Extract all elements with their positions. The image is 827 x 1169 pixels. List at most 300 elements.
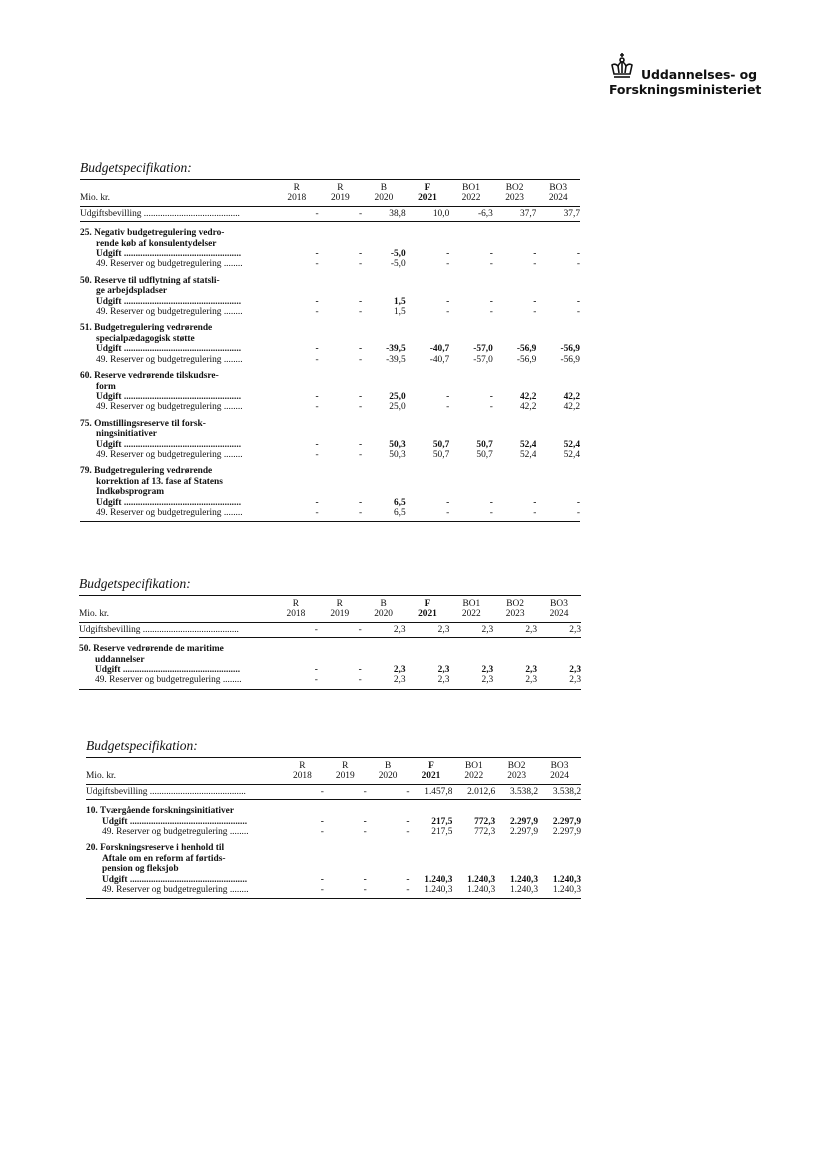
udgift-value: 2,3 (569, 665, 581, 676)
udgift-value: -39,5 (386, 344, 406, 355)
udgift-value: 50,7 (476, 439, 493, 450)
column-header (324, 758, 367, 785)
reserve-row (86, 827, 581, 837)
reserve-value: 50,7 (476, 449, 493, 460)
udgift-value: 25,0 (389, 391, 406, 402)
post-title: 50. Reserve vedrørende de maritime (79, 644, 224, 655)
reserve-value: - (489, 307, 493, 318)
post-title: 50. Reserve til udflytning af statsli- (80, 275, 220, 286)
udgift-label: Udgift .................................................. (95, 665, 241, 676)
udgift-value: - (320, 874, 324, 885)
reserve-value: - (359, 259, 363, 270)
table-header-row (80, 180, 580, 207)
ministry-name-line1: Uddannelses- og (641, 67, 757, 82)
reserve-value: 2,3 (537, 675, 581, 689)
column-header-type: R (337, 183, 344, 193)
udgift-row (80, 392, 580, 402)
udgift-value: 2,3 (525, 665, 538, 676)
reserve-value: 52,4 (563, 449, 580, 460)
total-value: 2,3 (362, 622, 406, 637)
udgift-value: - (576, 249, 580, 260)
total-value: - (319, 206, 363, 221)
post-title: Indkøbsprogram (96, 487, 165, 498)
reserve-value: 2.297,9 (509, 827, 539, 838)
column-header-year: 2023 (505, 609, 525, 620)
total-value: 3.538,2 (538, 784, 581, 799)
reserve-value: -40,7 (429, 354, 450, 365)
reserve-value: - (489, 259, 493, 270)
reserve-label: 49. Reserver og budgetregulering ........ (79, 675, 274, 689)
total-value: 2,3 (449, 622, 493, 637)
column-header-type: BO2 (507, 761, 526, 771)
total-value: 2,3 (493, 622, 537, 637)
reserve-value: 42,2 (519, 402, 537, 413)
total-value: 2,3 (406, 622, 450, 637)
post-title-row (86, 864, 581, 874)
udgift-value: - (320, 816, 324, 827)
udgift-value: 1.240,3 (552, 874, 581, 885)
total-row (86, 784, 581, 799)
udgift-value: - (533, 296, 537, 307)
total-label: Udgiftsbevilling ......................................... (80, 206, 275, 221)
column-header (281, 758, 324, 785)
reserve-row (79, 675, 581, 689)
total-row (80, 206, 580, 221)
column-header (537, 596, 581, 623)
column-header-year: 2019 (335, 771, 355, 782)
table-caption: Budgetspecifikation: (86, 738, 198, 753)
udgift-value: 1.240,3 (509, 874, 539, 885)
unit-label: Mio. kr. (80, 180, 275, 207)
total-row (79, 622, 581, 637)
udgift-value: - (576, 497, 580, 508)
reserve-value: - (576, 307, 580, 318)
udgift-label: Udgift .................................................. (102, 816, 248, 827)
udgift-value: 772,3 (474, 816, 496, 827)
reserve-value: - (359, 354, 363, 365)
reserve-value: - (489, 402, 493, 413)
udgift-value: 6,5 (393, 497, 406, 508)
udgift-value: - (576, 296, 580, 307)
column-header (274, 596, 318, 623)
total-value: 2.012,6 (452, 784, 495, 799)
total-value: - (318, 622, 362, 637)
udgift-row (86, 817, 581, 827)
reserve-value: 2,3 (406, 675, 450, 689)
column-header-year: 2018 (286, 609, 306, 620)
reserve-value: - (320, 827, 324, 838)
post-title-row (80, 276, 580, 286)
reserve-row (80, 355, 580, 365)
column-header (493, 596, 537, 623)
reserve-value: - (319, 508, 363, 522)
reserve-value: 25,0 (389, 402, 406, 413)
reserve-value: 2,3 (449, 675, 493, 689)
udgift-label: Udgift .................................................. (96, 249, 242, 260)
udgift-value: - (359, 391, 363, 402)
post-title-row (86, 843, 581, 853)
total-value: - (324, 784, 367, 799)
reserve-value: - (274, 675, 318, 689)
column-header-type: BO1 (464, 761, 483, 771)
reserve-value: - (324, 885, 367, 899)
budget-table-block (80, 160, 580, 522)
total-value: - (275, 206, 319, 221)
column-header-type: F (428, 761, 434, 771)
post-title-row (80, 334, 580, 344)
udgift-value: 2,3 (393, 665, 406, 676)
post-title: form (96, 381, 116, 392)
udgift-value: - (315, 497, 319, 508)
udgift-row (80, 344, 580, 354)
total-label: Udgiftsbevilling ......................................... (79, 622, 274, 637)
total-value: - (274, 622, 318, 637)
column-header (449, 596, 493, 623)
table-caption: Budgetspecifikation: (80, 160, 192, 175)
post-title-row (80, 286, 580, 296)
table-header-row (86, 758, 581, 785)
udgift-value: 50,3 (389, 439, 406, 450)
reserve-value: 42,2 (563, 402, 580, 413)
reserve-row (80, 450, 580, 460)
column-header-type: R (342, 761, 349, 771)
udgift-value: - (315, 391, 319, 402)
column-header-year: 2021 (421, 771, 441, 782)
reserve-value: - (315, 449, 319, 460)
reserve-value: -57,0 (473, 354, 493, 365)
total-value: -6,3 (449, 206, 493, 221)
budget-table-block (79, 576, 581, 690)
reserve-value: - (315, 354, 319, 365)
budget-table (79, 595, 581, 690)
reserve-value: - (359, 307, 363, 318)
reserve-value: - (318, 675, 362, 689)
reserve-value: - (406, 508, 450, 522)
reserve-value: - (446, 307, 450, 318)
reserve-value: 772,3 (474, 827, 496, 838)
reserve-value: 1.240,3 (452, 885, 495, 899)
post-title: ningsinitiativer (96, 429, 157, 440)
column-header (275, 180, 319, 207)
udgift-value: - (315, 439, 319, 450)
reserve-value: 1,5 (393, 307, 406, 318)
column-header-type: B (384, 761, 392, 771)
reserve-value: 217,5 (431, 827, 453, 838)
udgift-value: - (359, 296, 363, 307)
reserve-row (80, 259, 580, 269)
udgift-row (80, 440, 580, 450)
column-header (362, 180, 406, 207)
udgift-value: - (446, 296, 450, 307)
reserve-value: - (449, 508, 493, 522)
column-header (319, 180, 363, 207)
reserve-value: - (281, 885, 324, 899)
reserve-value: 1.240,3 (410, 885, 453, 899)
post-title-row (80, 239, 580, 249)
reserve-value: - (315, 259, 319, 270)
post-title-row (80, 228, 580, 238)
reserve-label: 49. Reserver og budgetregulering ........ (96, 402, 243, 413)
udgift-value: 2.297,9 (552, 816, 581, 827)
column-header-year: 2022 (461, 193, 481, 204)
reserve-value: - (359, 449, 363, 460)
udgift-value: 1.240,3 (467, 874, 496, 885)
reserve-row (80, 508, 580, 522)
column-header-type: R (299, 761, 306, 771)
post-title: 10. Tværgående forskningsinitiativer (86, 806, 235, 817)
budget-table (86, 757, 581, 899)
udgift-value: 217,5 (431, 816, 453, 827)
udgift-value: -56,9 (560, 344, 580, 355)
reserve-value: - (315, 307, 319, 318)
udgift-label: Udgift .................................................. (96, 391, 242, 402)
reserve-value: - (533, 259, 537, 270)
udgift-value: 1.240,3 (424, 874, 453, 885)
post-title-row (80, 487, 580, 497)
column-header-year: 2022 (464, 771, 484, 782)
post-title-row (80, 371, 580, 381)
total-value: 1.457,8 (410, 784, 453, 799)
column-header (406, 180, 450, 207)
udgift-row (86, 875, 581, 885)
reserve-value: 52,4 (519, 449, 537, 460)
udgift-value: - (363, 874, 367, 885)
reserve-value: - (363, 827, 367, 838)
reserve-value: 50,3 (389, 449, 406, 460)
udgift-value: - (314, 665, 318, 676)
column-header (362, 596, 406, 623)
reserve-value: -56,9 (516, 354, 537, 365)
column-header (367, 758, 410, 785)
udgift-value: 2,3 (481, 665, 494, 676)
udgift-label: Udgift .................................................. (102, 874, 248, 885)
reserve-label: 49. Reserver og budgetregulering ........ (102, 827, 249, 838)
post-title: specialpædagogisk støtte (96, 333, 195, 344)
total-value: 10,0 (406, 206, 450, 221)
total-value: - (281, 784, 324, 799)
reserve-row (80, 307, 580, 317)
reserve-value: 50,7 (432, 449, 450, 460)
post-title: 79. Budgetregulering vedrørende (80, 466, 213, 477)
reserve-label: 49. Reserver og budgetregulering ........ (86, 885, 281, 899)
column-header (410, 758, 453, 785)
udgift-row (80, 498, 580, 508)
udgift-value: -57,0 (473, 344, 493, 355)
reserve-value: 1.240,3 (538, 885, 581, 899)
udgift-value: - (533, 249, 537, 260)
unit-label: Mio. kr. (86, 758, 281, 785)
column-header-type: B (380, 183, 388, 193)
reserve-value: - (576, 259, 580, 270)
udgift-value: - (446, 391, 450, 402)
unit-label: Mio. kr. (79, 596, 274, 623)
ministry-logo (609, 50, 769, 98)
reserve-label: 49. Reserver og budgetregulering ........ (96, 354, 243, 365)
reserve-label: 49. Reserver og budgetregulering ........ (80, 508, 275, 522)
column-header-year: 2021 (418, 193, 437, 204)
udgift-value: - (315, 344, 319, 355)
udgift-value: - (359, 249, 363, 260)
reserve-value: - (315, 402, 319, 413)
column-header-type: F (424, 599, 431, 609)
post-title-row (80, 477, 580, 487)
column-header-year: 2019 (330, 609, 350, 620)
reserve-label: 49. Reserver og budgetregulering ........ (96, 449, 243, 460)
column-header-type: R (293, 183, 300, 193)
post-title: pension og fleksjob (102, 864, 179, 875)
udgift-label: Udgift .................................................. (96, 497, 242, 508)
post-title: ge arbejdspladser (96, 286, 168, 297)
column-header-type: BO2 (506, 599, 524, 609)
reserve-label: 49. Reserver og budgetregulering ........ (96, 307, 243, 318)
column-header-type: F (424, 183, 431, 193)
reserve-value: - (446, 259, 450, 270)
reserve-value: - (359, 402, 363, 413)
udgift-row (80, 249, 580, 259)
reserve-value: - (536, 508, 580, 522)
post-title-row (80, 323, 580, 333)
udgift-value: 50,7 (432, 439, 450, 450)
udgift-value: - (359, 497, 363, 508)
reserve-value: - (406, 827, 410, 838)
total-value: 2,3 (537, 622, 581, 637)
udgift-value: - (359, 344, 363, 355)
post-title: 51. Budgetregulering vedrørende (80, 323, 213, 334)
column-header-year: 2024 (550, 771, 569, 782)
udgift-value: - (446, 497, 450, 508)
reserve-label: 49. Reserver og budgetregulering ........ (96, 259, 243, 270)
udgift-value: - (359, 439, 363, 450)
udgift-value: - (489, 497, 493, 508)
budget-table-block (86, 738, 581, 899)
post-title: 20. Forskningsreserve i henhold til (86, 843, 225, 854)
reserve-row (86, 885, 581, 899)
column-header-year: 2023 (505, 193, 524, 204)
column-header (449, 180, 493, 207)
post-title: rende køb af konsulentydelser (96, 238, 217, 249)
total-value: - (367, 784, 410, 799)
post-title: 75. Omstillingsreserve til forsk- (80, 418, 206, 429)
udgift-value: 52,4 (563, 439, 580, 450)
post-title-row (79, 644, 581, 654)
reserve-value: - (533, 307, 537, 318)
udgift-label: Udgift .................................................. (96, 296, 242, 307)
reserve-value: -39,5 (386, 354, 406, 365)
column-header-year: 2020 (374, 193, 394, 204)
column-header-year: 2024 (549, 609, 569, 620)
reserve-value: 2,3 (493, 675, 537, 689)
udgift-value: -5,0 (390, 249, 406, 260)
column-header-year: 2020 (378, 771, 398, 782)
column-header-type: BO3 (550, 599, 568, 609)
post-title: 25. Negativ budgetregulering vedro- (80, 228, 225, 239)
column-header-type: BO3 (550, 761, 569, 771)
column-header-year: 2023 (507, 771, 527, 782)
udgift-value: 52,4 (519, 439, 537, 450)
udgift-value: - (489, 391, 493, 402)
ministry-name (609, 67, 762, 97)
udgift-label: Udgift .................................................. (96, 344, 242, 355)
post-title-row (80, 419, 580, 429)
udgift-value: - (489, 296, 493, 307)
total-value: 3.538,2 (495, 784, 538, 799)
column-header (452, 758, 495, 785)
column-header (406, 596, 450, 623)
udgift-value: 2.297,9 (509, 816, 539, 827)
reserve-value: 2.297,9 (552, 827, 581, 838)
reserve-value: -5,0 (390, 259, 406, 270)
udgift-value: - (363, 816, 367, 827)
total-value: 37,7 (493, 206, 537, 221)
column-header (536, 180, 580, 207)
column-header (493, 180, 537, 207)
reserve-value: -56,9 (560, 354, 580, 365)
reserve-value: 1.240,3 (495, 885, 538, 899)
post-title-row (86, 854, 581, 864)
post-title-row (80, 382, 580, 392)
column-header-type: R (336, 599, 343, 609)
udgift-value: 42,2 (563, 391, 580, 402)
reserve-value: - (275, 508, 319, 522)
column-header (495, 758, 538, 785)
udgift-value: - (406, 874, 410, 885)
column-header-year: 2021 (418, 609, 437, 620)
column-header-year: 2024 (548, 193, 568, 204)
table-caption: Budgetspecifikation: (79, 576, 191, 591)
column-header-type: BO1 (462, 599, 481, 609)
column-header (538, 758, 581, 785)
udgift-value: - (358, 665, 362, 676)
total-value: 38,8 (362, 206, 406, 221)
post-title: 60. Reserve vedrørende tilskudsre- (80, 371, 219, 382)
udgift-value: -40,7 (429, 344, 450, 355)
column-header (318, 596, 362, 623)
column-header-year: 2018 (287, 193, 307, 204)
reserve-value: 2,3 (362, 675, 406, 689)
column-header-year: 2018 (293, 771, 312, 782)
post-title: korrektion af 13. fase af Statens (96, 476, 223, 487)
ministry-name-line2: Forskningsministeriet (609, 82, 762, 97)
budget-table (80, 179, 580, 522)
udgift-value: - (489, 249, 493, 260)
udgift-value: 1,5 (393, 296, 406, 307)
post-title-row (79, 655, 581, 665)
udgift-label: Udgift .................................................. (96, 439, 242, 450)
reserve-value: - (446, 402, 450, 413)
total-label: Udgiftsbevilling ......................................... (86, 784, 281, 799)
udgift-row (80, 297, 580, 307)
column-header-year: 2020 (374, 609, 393, 620)
reserve-value: - (367, 885, 410, 899)
reserve-value: - (493, 508, 537, 522)
udgift-value: - (446, 249, 450, 260)
column-header-type: R (292, 599, 300, 609)
column-header-type: BO3 (549, 183, 568, 193)
udgift-value: - (315, 249, 319, 260)
column-header-type: BO1 (462, 183, 480, 193)
udgift-row (79, 665, 581, 675)
reserve-row (80, 402, 580, 412)
post-title-row (80, 466, 580, 476)
table-header-row (79, 596, 581, 623)
post-title: Aftale om en reform af førtids- (102, 853, 226, 864)
udgift-value: - (533, 497, 537, 508)
column-header-year: 2022 (461, 609, 481, 620)
total-value: 37,7 (536, 206, 580, 221)
column-header-year: 2019 (330, 193, 350, 204)
column-header-type: BO2 (505, 183, 524, 193)
udgift-value: 42,2 (519, 391, 537, 402)
